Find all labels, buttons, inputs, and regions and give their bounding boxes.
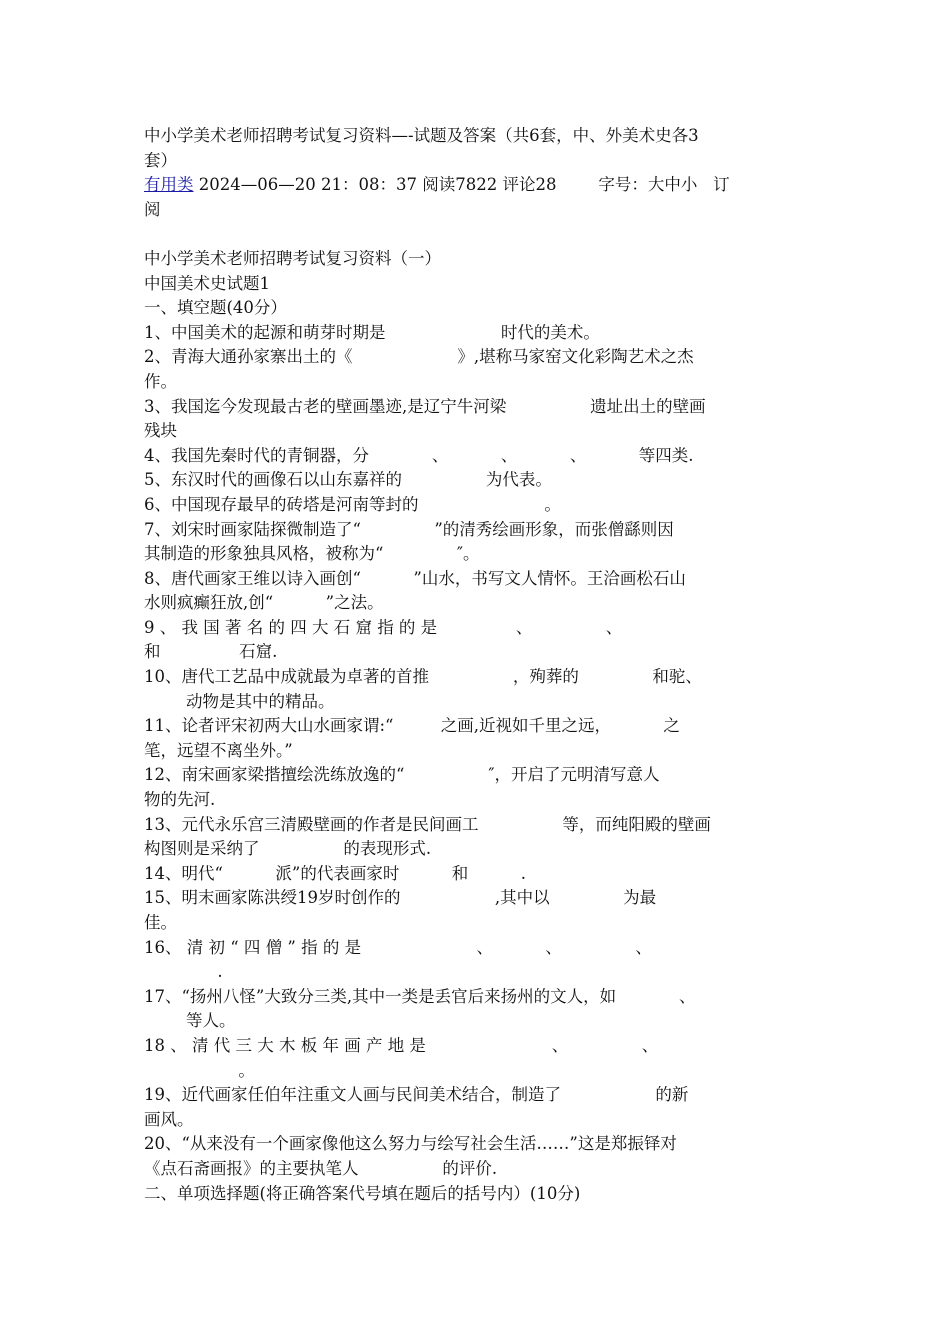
question-line: 构图则是采纳了 的表现形式. [144, 839, 432, 859]
question-line: 作。 [144, 371, 177, 391]
meta-info: 2024—06—20 21：08：37 阅读7822 评论28 字号：大中小 订 [193, 175, 730, 195]
question-line: . [144, 962, 223, 982]
question-line: 其制造的形象独具风格，被称为“ ″。 [144, 544, 480, 564]
question-line: 18 、 清 代 三 大 木 板 年 画 产 地 是 、 、 [144, 1035, 659, 1055]
question-line: 残块 [144, 421, 177, 441]
meta-line [144, 173, 808, 198]
section-heading: 中小学美术老师招聘考试复习资料（一） [144, 248, 441, 268]
question-line: 3、我国迄今发现最古老的壁画墨迹,是辽宁牛河梁 遗址出土的壁画 [144, 396, 706, 416]
question-line: 11、论者评宋初两大山水画家谓:“ 之画,近视如千里之远， 之 [144, 716, 680, 736]
question-line: 2、青海大通孙家寨出土的《 》,堪称马家窑文化彩陶艺术之杰 [144, 347, 694, 367]
question-line: 等人。 [144, 1011, 236, 1031]
question-line: 19、近代画家任伯年注重文人画与民间美术结合，制造了 的新 [144, 1085, 689, 1105]
question-line: 13、元代永乐宫三清殿壁画的作者是民间画工 等，而纯阳殿的壁画 [144, 814, 711, 834]
question-line: 4、我国先秦时代的青铜器，分 、 、 、 等四类. [144, 445, 694, 465]
question-line: 6、中国现存最早的砖塔是河南等封的 。 [144, 494, 561, 514]
doc-title-line-1: 中小学美术老师招聘考试复习资料—-试题及答案（共6套，中、外美术史各3 [144, 126, 699, 145]
question-line: 画风。 [144, 1109, 194, 1129]
question-line: 12、南宋画家梁揩擅绘洗练放逸的“ ″，开启了元明清写意人 [144, 765, 660, 785]
doc-title-line-2: 套） [144, 150, 177, 170]
question-line: 16、 清 初 “ 四 僧 ” 指 的 是 、 、 、 [144, 937, 652, 957]
question-line: 佳。 [144, 913, 177, 932]
question-line: 和 石窟. [144, 642, 278, 662]
question-line: 7、刘宋时画家陆探微制造了“ ”的清秀绘画形象，而张僧繇则因 [144, 519, 674, 539]
question-line: 5、东汉时代的画像石以山东嘉祥的 为代表。 [144, 470, 552, 490]
part1-heading: 一、填空题(40分） [144, 298, 287, 318]
part2-heading: 二、单项选择题(将正确答案代号填在题后的括号内）(10分) [144, 1183, 581, 1203]
question-line: 15、明末画家陈洪绶19岁时创作的 ,其中以 为最 [144, 888, 657, 908]
question-line: 水则疯癫狂放,创“ ”之法。 [144, 593, 384, 613]
question-line: 20、“从来没有一个画家像他这么努力与绘写社会生活……”这是郑振铎对 [144, 1134, 677, 1154]
category-link[interactable]: 有用类 [144, 175, 194, 195]
question-line: 17、“扬州八怪”大致分三类,其中一类是丢官后来扬州的文人，如 、 [144, 986, 696, 1006]
question-line: 。 [144, 1060, 255, 1080]
question-line: 笔，远望不离坐外。” [144, 740, 293, 760]
question-line: 1、中国美术的起源和萌芽时期是 时代的美术。 [144, 322, 600, 342]
question-line: 8、唐代画家王维以诗入画创“ ”山水，书写文人情怀。王洽画松石山 [144, 568, 686, 588]
spacer [144, 222, 808, 247]
question-line: 14、明代“ 派”的代表画家时 和 . [144, 863, 526, 883]
exam-title: 中国美术史试题1 [144, 273, 270, 293]
document-page [144, 124, 808, 1206]
question-line: 9 、 我 国 著 名 的 四 大 石 窟 指 的 是 、 、 [144, 617, 623, 637]
question-line: 《点石斋画报》的主要执笔人 的评价. [144, 1158, 498, 1178]
question-line: 物的先河. [144, 790, 216, 810]
question-line: 10、唐代工艺品中成就最为卓著的首推 ，殉葬的 和驼、 [144, 667, 702, 687]
question-line: 动物是其中的精品。 [144, 691, 335, 711]
meta-line-wrap: 阅 [144, 199, 161, 219]
